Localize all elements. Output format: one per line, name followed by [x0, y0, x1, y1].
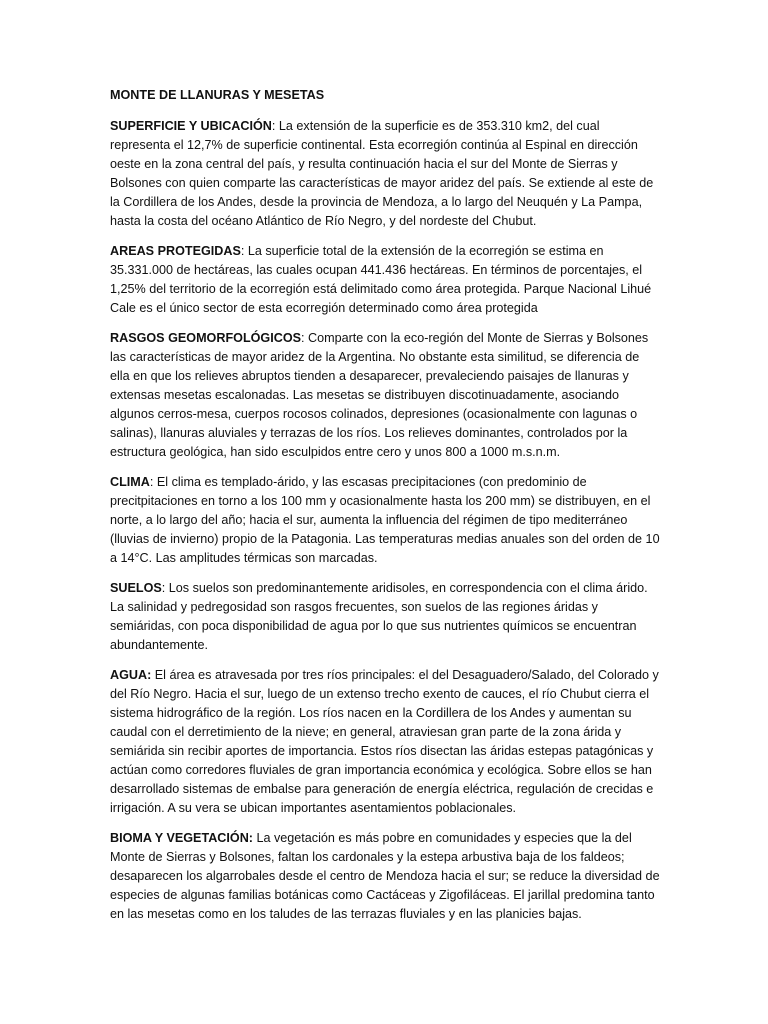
document-page [110, 86, 660, 935]
section-body: La vegetación es más pobre en comunidades y especies que la del Monte de Sierras y Bolsones, faltan los cardonales y la estepa arbustiva baja de los faldeos; desaparecen los algarrobales desde el centro de Mendoza hacia el sur; se reduce la diversidad de especies de algunas familias botánicas como Cactáceas y Zigofiláceas. El jarillal predomina tanto en las mesetas como en los taludes de las terrazas fluviales y en las planicies bajas. [110, 831, 660, 921]
section-agua [110, 666, 660, 818]
section-heading: SUELOS [110, 581, 162, 595]
section-bioma-vegetacion [110, 829, 660, 924]
section-body: El área es atravesada por tres ríos principales: el del Desaguadero/Salado, del Colorado y del Río Negro. Hacia el sur, luego de un extenso trecho exento de cauces, el río Chubut cierra el sistema hidrográfico de la región. Los ríos nacen en la Cordillera de los Andes y aumentan su caudal con el derretimiento de la nieve; en general, atraviesan gran parte de la zona árida y semiárida sin recibir aportes de importancia. Estos ríos disectan las áridas estepas patagónicas y actúan como corredores fluviales de gran importancia económica y ecológica. Sobre ellos se han desarrollado sistemas de embalse para generación de energía eléctrica, regulación de crecidas e irrigación. A su vera se ubican importantes asentamientos poblacionales. [110, 668, 659, 815]
section-body: Los suelos son predominantemente aridisoles, en correspondencia con el clima árido. La salinidad y pedregosidad son rasgos frecuentes, son suelos de las regiones áridas y semiáridas, con poca disponibilidad de agua por lo que sus nutrientes químicos se encuentran abundantemente. [110, 581, 648, 652]
section-body: Comparte con la eco-región del Monte de Sierras y Bolsones las características de mayor aridez de la Argentina. No obstante esta similitud, se diferencia de ella en que los relieves abruptos tienden a desaparecer, prevaleciendo paisajes de llanuras y extensas mesetas escalonadas. Las mesetas se distribuyen discotinuadamente, asociando algunos cerros-mesa, cuerpos rocosos colinados, depresiones (ocasionalmente con lagunas o salinas), llanuras aluviales y terrazas de los ríos. Los relieves dominantes, controlados por la estructura geológica, han sido esculpidos entre cero y unos 800 a 1000 m.s.n.m. [110, 331, 649, 459]
section-superficie [110, 117, 660, 231]
section-heading: BIOMA Y VEGETACIÓN: [110, 831, 253, 845]
section-areas-protegidas [110, 242, 660, 318]
section-heading: SUPERFICIE Y UBICACIÓN [110, 119, 272, 133]
heading-separator: : [149, 475, 157, 489]
section-body: La extensión de la superficie es de 353.310 km2, del cual representa el 12,7% de superficie continental. Esta ecorregión continúa al Espinal en dirección oeste en la zona central del país, y resulta continuación hacia el sur del Monte de Sierras y Bolsones con quien comparte las características de mayor aridez del país. Se extiende al este de la Cordillera de los Andes, desde la provincia de Mendoza, a lo largo del Neuquén y La Pampa, hasta la costa del océano Atlántico de Río Negro, y del nordeste del Chubut. [110, 119, 654, 228]
section-heading: RASGOS GEOMORFOLÓGICOS [110, 331, 302, 345]
section-suelos [110, 579, 660, 655]
section-heading: CLIMA [110, 475, 150, 489]
section-rasgos-geomorfologicos [110, 329, 660, 462]
document-title: MONTE DE LLANURAS Y MESETAS [110, 88, 325, 102]
section-body: La superficie total de la extensión de la ecorregión se estima en 35.331.000 de hectáreas, las cuales ocupan 441.436 hectáreas. En términos de porcentajes, el 1,25% del territorio de la ecorregión está delimitado como área protegida. Parque Nacional Lihué Cale es el único sector de esta ecorregión determinado como área protegida [110, 244, 652, 315]
section-clima [110, 473, 660, 568]
heading-separator: : [301, 331, 309, 345]
section-heading: AREAS PROTEGIDAS [110, 244, 241, 258]
heading-separator: : [271, 119, 279, 133]
heading-separator: : [161, 581, 169, 595]
section-heading: AGUA: [110, 668, 152, 682]
heading-separator: : [240, 244, 248, 258]
section-body: El clima es templado-árido, y las escasas precipitaciones (con predominio de precitpitaciones en torno a los 100 mm y ocasionalmente hasta los 200 mm) se distribuyen, en el norte, a lo largo del año; hacia el sur, aumenta la influencia del régimen de tipo mediterráneo (lluvias de invierno) propio de la Patagonia. Las temperaturas medias anuales son del orden de 10 a 14°C. Las amplitudes térmicas son marcadas. [110, 475, 660, 565]
